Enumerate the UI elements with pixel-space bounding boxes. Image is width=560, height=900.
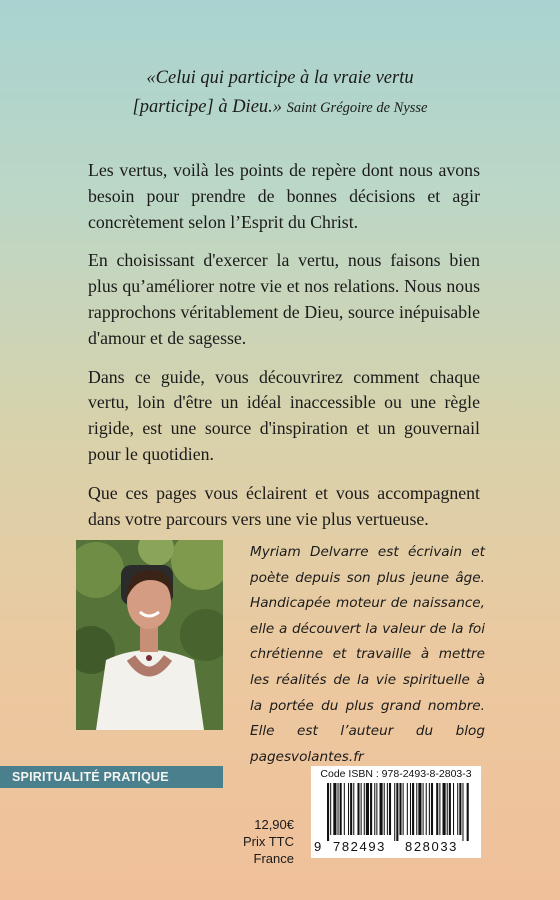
barcode-bar <box>426 783 427 835</box>
barcode-digit-first: 9 <box>314 839 322 854</box>
barcode-bar <box>350 783 352 835</box>
barcode-bar <box>387 783 388 835</box>
barcode-bar <box>380 783 383 835</box>
blurb-paragraph: Que ces pages vous éclairent et vous accompagnent dans votre parcours vers une vie plus vertueuse. <box>88 482 480 529</box>
author-photo <box>76 540 223 730</box>
isbn-barcode-box <box>311 766 481 858</box>
barcode-digits-right: 828033 <box>405 839 458 854</box>
isbn-label: Code ISBN : 978-2493-8-2803-3 <box>320 768 472 780</box>
barcode-bar <box>410 783 411 835</box>
barcode-bar <box>394 783 395 841</box>
barcode-bar <box>344 783 345 835</box>
price-amount: 12,90€ <box>254 817 294 832</box>
barcode-bar <box>467 783 469 841</box>
barcode-bar <box>361 783 362 835</box>
barcode-bar <box>431 783 433 835</box>
barcode-bar <box>333 783 336 835</box>
barcode-bar <box>338 783 339 835</box>
quote-text: [participe] à Dieu.» <box>132 97 283 117</box>
barcode-bar <box>348 783 349 835</box>
barcode-bar <box>403 783 404 835</box>
barcode-bar <box>462 783 463 841</box>
author-bio: Myriam Delvarre est écrivain et poète depuis son plus jeune âge. Handicapée moteur de naissance, elle a découvert la valeur de la foi chrétienne et travaille à mettre les réalités de la vie spirituelle à la portée du plus grand nombre. Elle est l’auteur du blog pagesvolantes.fr <box>250 544 485 765</box>
barcode-bar <box>457 783 458 835</box>
barcode-bar <box>357 783 359 835</box>
barcode-bar <box>407 783 408 835</box>
barcode-bar <box>449 783 451 835</box>
barcode-bar <box>376 783 377 835</box>
barcode-bar <box>453 783 454 835</box>
barcode-bar <box>436 783 438 835</box>
barcode-bars <box>321 783 471 841</box>
barcode-digits-left: 782493 <box>333 839 386 854</box>
barcode-bar <box>330 783 331 835</box>
price-label: Prix TTC France <box>242 834 294 866</box>
category-band: SPIRITUALITÉ PRATIQUE <box>0 766 223 788</box>
blurb-paragraph: En choisissant d'exercer la vertu, nous faisons bien plus qu’améliorer notre vie et nos relations. Nous nous rapprochons véritablement de Dieu, source inépuisable d'amour et de sagesse. <box>88 250 480 348</box>
barcode-bar <box>443 783 446 835</box>
back-cover-blurb <box>88 158 480 545</box>
epigraph-quote <box>60 64 500 123</box>
barcode-bar <box>399 783 401 835</box>
quote-line-2 <box>60 93 500 123</box>
barcode-bar <box>447 783 448 835</box>
quote-line-1: «Celui qui participe à la vraie vertu <box>146 68 414 88</box>
barcode-bar <box>366 783 369 835</box>
barcode-bar <box>416 783 417 835</box>
barcode-bar <box>340 783 342 835</box>
quote-author: Saint Grégoire de Nysse <box>286 100 428 116</box>
price-block <box>200 816 294 867</box>
barcode-bar <box>370 783 372 835</box>
blurb-paragraph: Dans ce guide, vous découvrirez comment chaque vertu, loin d'être un idéal inaccessible ou une règle rigide, est une source d'inspiration et un gouvernail pour le quotidien. <box>88 366 480 464</box>
barcode-bar <box>439 783 440 835</box>
blurb-paragraph: Les vertus, voilà les points de repère dont nous avons besoin pour prendre de bonnes décisions et agir concrètement selon l’Esprit du Christ. <box>88 160 480 232</box>
barcode-bar <box>459 783 461 835</box>
barcode-bar <box>412 783 414 835</box>
barcode-bar <box>353 783 354 835</box>
barcode-bar <box>364 783 365 835</box>
barcode-bar <box>389 783 391 835</box>
barcode-bar <box>418 783 421 835</box>
barcode-bar <box>429 783 430 835</box>
barcode-bar <box>374 783 375 835</box>
barcode-bar <box>384 783 385 835</box>
barcode-bar <box>327 783 329 841</box>
barcode-bar <box>396 783 398 841</box>
barcode-bar <box>423 783 424 835</box>
